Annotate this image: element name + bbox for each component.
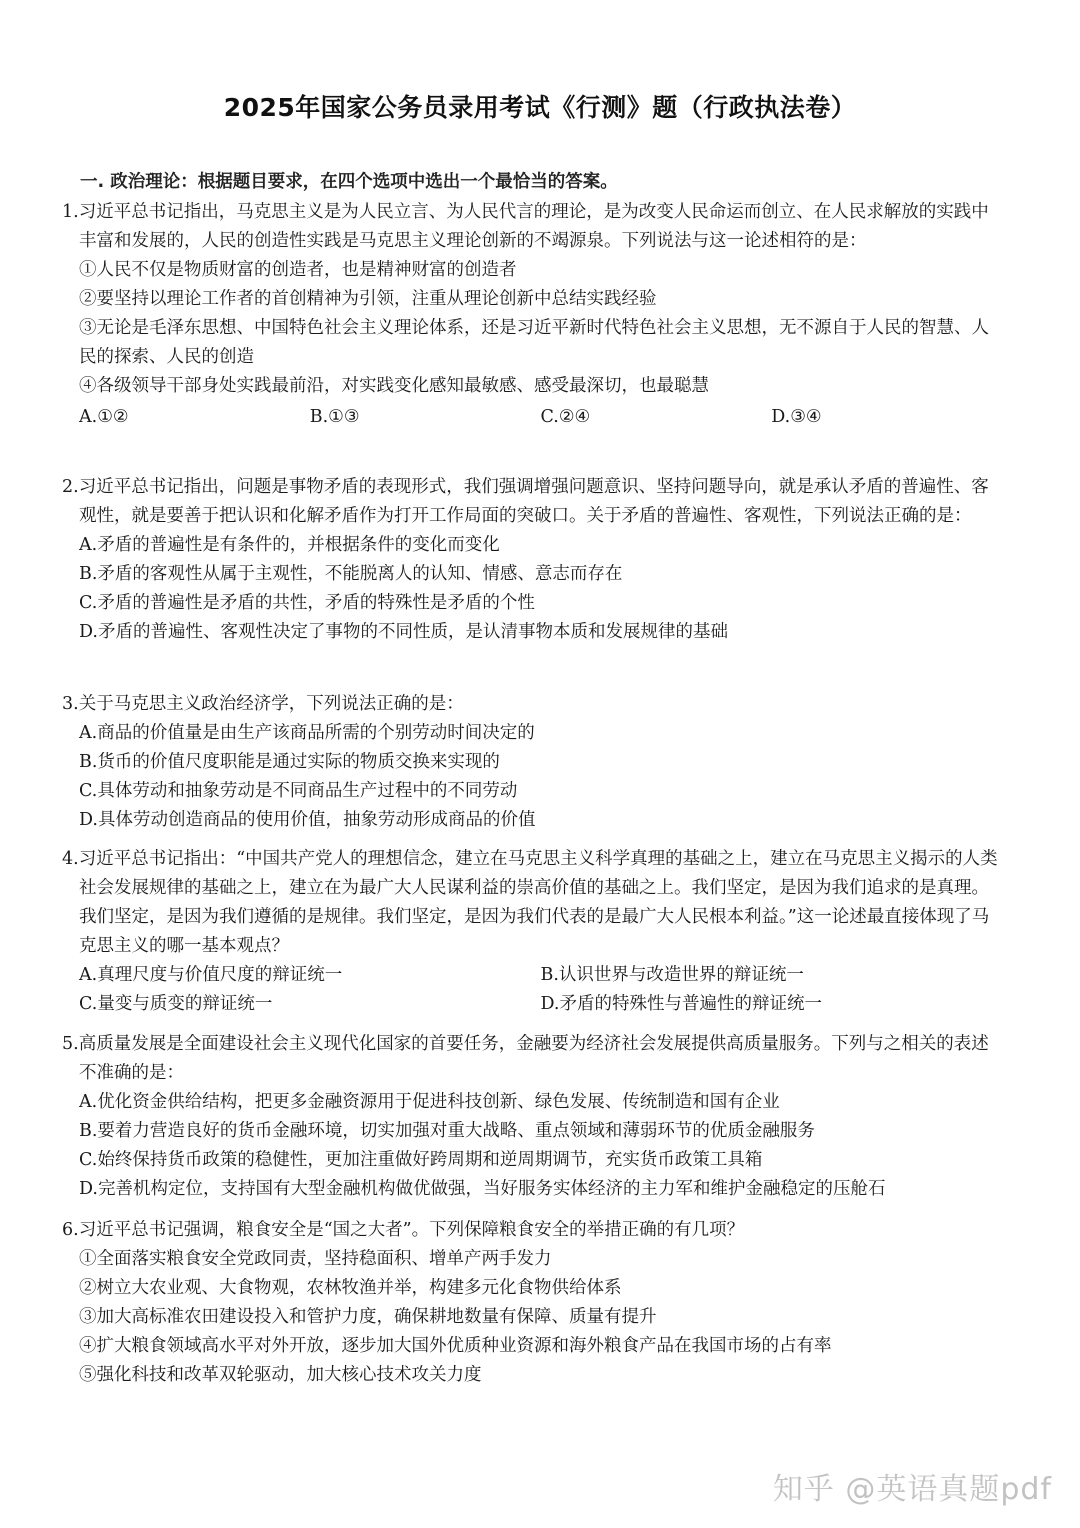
watermark: 知乎 @英语真题pdf	[772, 1472, 1052, 1507]
question-stem: 6.习近平总书记强调，粮食安全是“国之大者”。下列保障粮食安全的举措正确的有几项？	[62, 1220, 745, 1240]
statement-item: ④各级领导干部身处实践最前沿，对实践变化感知最敏感、感受最深切，也最聪慧	[79, 376, 709, 396]
question-3	[62, 690, 1002, 835]
question-5	[62, 1030, 1002, 1204]
question-1	[62, 198, 1002, 432]
choice-row	[62, 961, 1002, 990]
statement-item: ⑤强化科技和改革双轮驱动，加大核心技术攻关力度	[79, 1365, 482, 1385]
section-heading: 一. 政治理论：根据题目要求，在四个选项中选出一个最恰当的答案。	[80, 172, 618, 192]
choice-b: B.认识世界与改造世界的辩证统一	[540, 965, 804, 985]
choice-b: B.①③	[309, 407, 360, 427]
choice-b: B.货币的价值尺度职能是通过实际的物质交换来实现的	[79, 752, 500, 772]
choice-d: D.具体劳动创造商品的使用价值，抽象劳动形成商品的价值	[79, 810, 536, 830]
choice-a: A.①②	[79, 407, 129, 427]
choice-a: A.矛盾的普遍性是有条件的，并根据条件的变化而变化	[79, 535, 500, 555]
choice-d: D.矛盾的特殊性与普遍性的辩证统一	[540, 994, 822, 1014]
choice-a: A.优化资金供给结构，把更多金融资源用于促进科技创新、绿色发展、传统制造和国有企业	[79, 1092, 780, 1112]
choice-c: C.矛盾的普遍性是矛盾的共性，矛盾的特殊性是矛盾的个性	[79, 593, 535, 613]
choice-d: D.完善机构定位，支持国有大型金融机构做优做强，当好服务实体经济的主力军和维护金融稳定的压舱石	[79, 1179, 886, 1199]
statement-item: ③加大高标准农田建设投入和管护力度，确保耕地数量有保障、质量有提升	[79, 1307, 657, 1327]
question-stem: 2.习近平总书记指出，问题是事物矛盾的表现形式，我们强调增强问题意识、坚持问题导向，就是承认矛盾的普遍性、客观性，就是要善于把认识和化解矛盾作为打开工作局面的突破口。关于矛盾的普遍性、客观性，下列说法正确的是：	[62, 477, 989, 526]
choice-a: A.真理尺度与价值尺度的辩证统一	[79, 965, 343, 985]
choice-c: C.始终保持货币政策的稳健性，更加注重做好跨周期和逆周期调节，充实货币政策工具箱	[79, 1150, 763, 1170]
statement-item: ②树立大农业观、大食物观，农林牧渔并举，构建多元化食物供给体系	[79, 1278, 622, 1298]
page-title: 2025年国家公务员录用考试《行测》题（行政执法卷）	[223, 93, 857, 122]
choice-a: A.商品的价值量是由生产该商品所需的个别劳动时间决定的	[79, 723, 535, 743]
question-6	[62, 1216, 1002, 1390]
choice-b: B.矛盾的客观性从属于主观性，不能脱离人的认知、情感、意志而存在	[79, 564, 623, 584]
statement-item: ①人民不仅是物质财富的创造者，也是精神财富的创造者	[79, 260, 517, 280]
question-2	[62, 473, 1002, 647]
choice-c: C.具体劳动和抽象劳动是不同商品生产过程中的不同劳动	[79, 781, 518, 801]
statement-item: ④扩大粮食领域高水平对外开放，逐步加大国外优质种业资源和海外粮食产品在我国市场的占有率	[79, 1336, 832, 1356]
statement-item: ③无论是毛泽东思想、中国特色社会主义理论体系，还是习近平新时代特色社会主义思想，无不源自于人民的智慧、人民的探索、人民的创造	[79, 318, 989, 367]
statement-item: ①全面落实粮食安全党政同责，坚持稳面积、增单产两手发力	[79, 1249, 552, 1269]
statement-item: ②要坚持以理论工作者的首创精神为引领，注重从理论创新中总结实践经验	[79, 289, 657, 309]
question-stem: 5.高质量发展是全面建设社会主义现代化国家的首要任务，金融要为经济社会发展提供高质量服务。下列与之相关的表述不准确的是：	[62, 1034, 989, 1083]
question-stem: 4.习近平总书记指出：“中国共产党人的理想信念，建立在马克思主义科学真理的基础之上，建立在马克思主义揭示的人类社会发展规律的基础之上，建立在为最广大人民谋利益的崇高价值的基础之上。我们坚定，是因为我们追求的是真理。我们坚定，是因为我们遵循的是规律。我们坚定，是因为我们代表的是最广大人民根本利益。”这一论述最直接体现了马克思主义的哪一基本观点？	[62, 849, 998, 956]
question-4	[62, 845, 1002, 1019]
choice-d: D.③④	[771, 407, 822, 427]
choice-c: C.量变与质变的辩证统一	[79, 994, 273, 1014]
choice-b: B.要着力营造良好的货币金融环境，切实加强对重大战略、重点领域和薄弱环节的优质金融服务	[79, 1121, 815, 1141]
choice-row	[62, 403, 1002, 432]
question-stem: 1.习近平总书记指出，马克思主义是为人民立言、为人民代言的理论，是为改变人民命运而创立、在人民求解放的实践中丰富和发展的，人民的创造性实践是马克思主义理论创新的不竭源泉。下列说法与这一论述相符的是：	[62, 202, 989, 251]
question-stem: 3.关于马克思主义政治经济学，下列说法正确的是：	[62, 694, 464, 714]
choice-c: C.②④	[540, 407, 591, 427]
choice-row	[62, 990, 1002, 1019]
choice-d: D.矛盾的普遍性、客观性决定了事物的不同性质，是认清事物本质和发展规律的基础	[79, 622, 728, 642]
